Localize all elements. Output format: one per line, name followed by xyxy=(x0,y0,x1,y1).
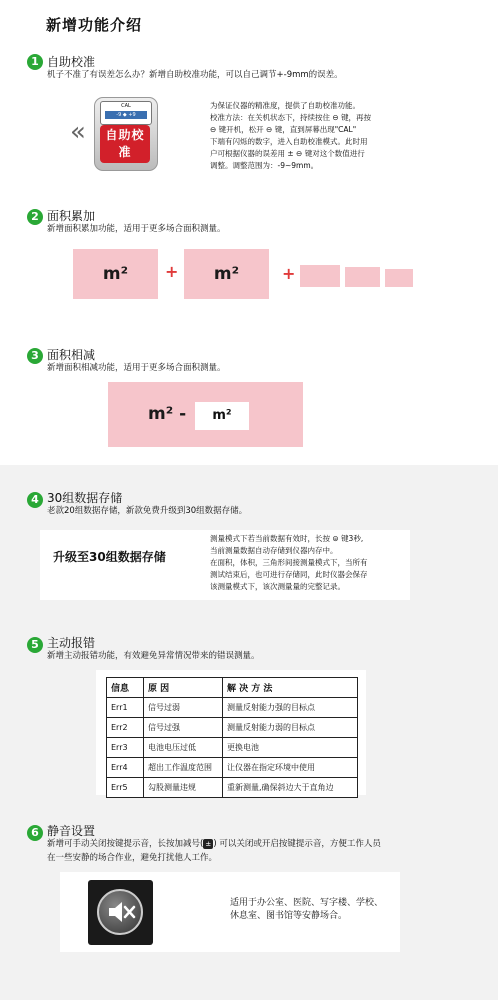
section-desc-6b: 在一些安静的场合作业，避免打扰他人工作。 xyxy=(47,853,218,863)
cal-display-text: CAL xyxy=(121,103,131,109)
plus-sign-2: + xyxy=(282,264,296,283)
mute-text: 适用于办公室、医院、写字楼、学校、 休息室、图书馆等安静场合。 xyxy=(230,898,384,921)
subtract-inner-box: m² xyxy=(195,402,249,430)
section-desc-5: 新增主动报错功能，有效避免异常情况带来的错误测量。 xyxy=(47,651,260,661)
mute-icon xyxy=(97,889,143,935)
area-box-3 xyxy=(300,265,340,287)
table-row: Err3 电池电压过低 更换电池 xyxy=(107,738,358,758)
table-row: Err5 勾股测量违规 重新测量,确保斜边大于直角边 xyxy=(107,778,358,798)
cal-range-left: -9 xyxy=(116,112,122,118)
section-number-1: 1 xyxy=(27,54,43,70)
area-box-1: m² xyxy=(73,249,158,299)
table-row: Err2 信号过强 测量反射能力弱的目标点 xyxy=(107,718,358,738)
section-title-5: 主动报错 xyxy=(47,636,96,650)
section-desc-1: 机子不准了有误差怎么办？新增自助校准功能，可以自己调节+-9mm的误差。 xyxy=(47,70,343,80)
subtract-label: m² - xyxy=(148,404,187,424)
table-row: Err1 信号过弱 测量反射能力强的目标点 xyxy=(107,698,358,718)
cal-label: 自助校准 xyxy=(100,125,150,163)
section-number-4: 4 xyxy=(27,492,43,508)
section-desc-2: 新增面积累加功能，适用于更多场合面积测量。 xyxy=(47,224,226,234)
subtract-box xyxy=(108,382,303,447)
section-title-4: 30组数据存储 xyxy=(47,491,123,505)
section-number-6: 6 xyxy=(27,825,43,841)
section-number-5: 5 xyxy=(27,637,43,653)
plus-minus-key-icon: ± xyxy=(203,839,213,849)
section-number-3: 3 xyxy=(27,348,43,364)
mute-icon-frame xyxy=(88,880,153,945)
storage-headline: 升级至30组数据存储 xyxy=(53,550,166,564)
section-desc-3: 新增面积相减功能，适用于更多场合面积测量。 xyxy=(47,363,226,373)
section-title-3: 面积相减 xyxy=(47,348,96,362)
table-header-row: 信息 原 因 解 决 方 法 xyxy=(107,678,358,698)
section-title-2: 面积累加 xyxy=(47,209,96,223)
storage-text: 测量模式下若当前数据有效时，长按 ⊜ 键3秒, 当前测量数据自动存储到仪器内存中。 在面积，体积，三角形间接测量模式下，当所有 测试结束后，也可进行存储同，此时仪器会保存 该测量模式下，该次测量量的完整记录。 xyxy=(210,534,368,591)
cal-range-right: +9 xyxy=(128,112,136,118)
section-title-6: 静音设置 xyxy=(47,824,96,838)
section-desc-4: 老款20组数据存储，新款免费升级到30组数据存储。 xyxy=(47,506,248,516)
area-box-2: m² xyxy=(184,249,269,299)
table-row: Err4 超出工作温度范围 让仪器在指定环境中使用 xyxy=(107,758,358,778)
section-number-2: 2 xyxy=(27,209,43,225)
calibration-text: 为保证仪器的精准度，提供了自助校准功能。 校准方法：在关机状态下，持续按住 ⊖ 键，再按 ⊖ 键开机，松开 ⊖ 键，直到屏幕出现"CAL" 下端有闪烁的数字，进入自助校准模式。此时用 户可根据仪器的误差用 ± ⊖ 键对这个数值进行 调整。调整范围为：-9~9mm。 xyxy=(210,101,372,170)
error-table xyxy=(106,677,358,798)
area-box-5 xyxy=(385,269,413,287)
section-title-1: 自助校准 xyxy=(47,55,96,69)
calibration-icon: « CAL -9 ◆ +9 自助校准 xyxy=(70,97,160,172)
page-title: 新增功能介绍 xyxy=(46,16,143,34)
area-box-4 xyxy=(345,267,380,287)
chevron-left-icon: « xyxy=(70,117,86,147)
plus-sign-1: + xyxy=(165,262,179,281)
section-desc-6a: 新增可手动关闭按键提示音，长按加减号( ± ) 可以关闭或开启按键提示音，方便工作人员 xyxy=(47,839,381,849)
